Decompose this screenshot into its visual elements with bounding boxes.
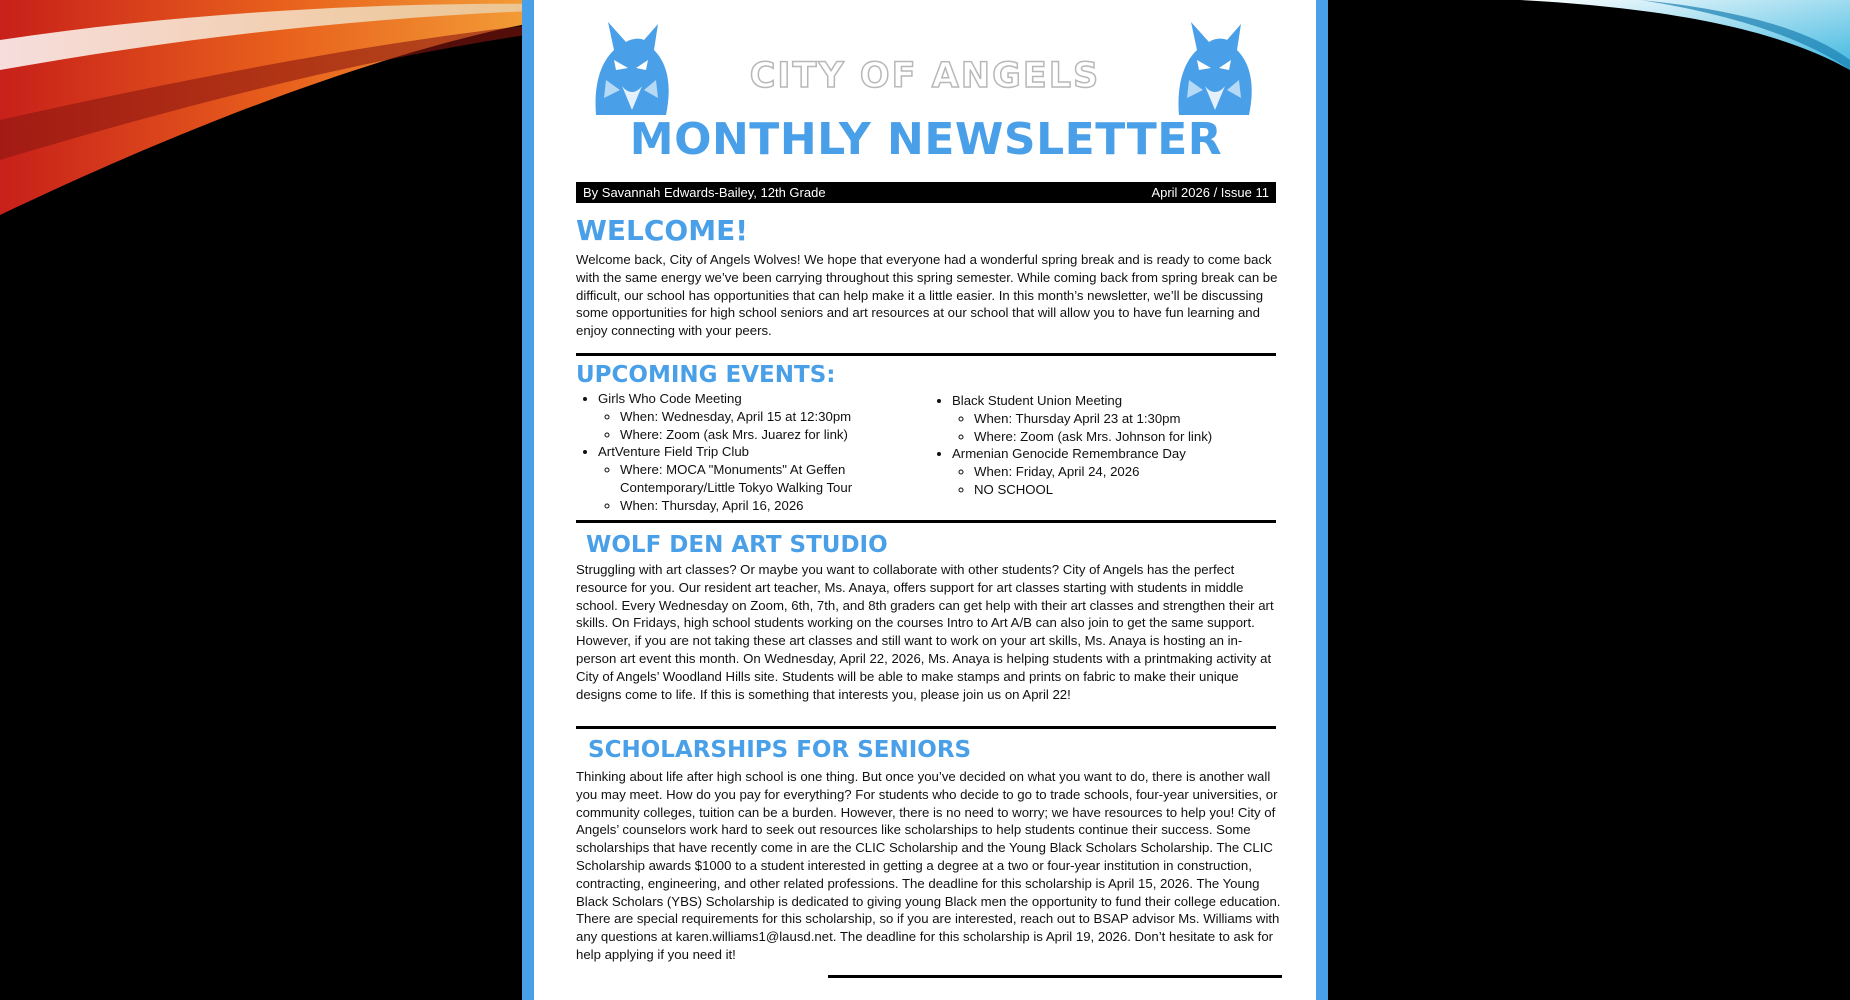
event-detail: ◦ Where: Zoom (ask Mrs. Juarez for link) (620, 426, 911, 444)
event-detail: ◦ NO SCHOOL (974, 481, 1290, 499)
event-detail: ◦ When: Friday, April 24, 2026 (974, 463, 1290, 481)
event-name: Black Student Union Meeting (952, 393, 1123, 408)
section-divider (576, 726, 1276, 729)
event-item (598, 390, 911, 443)
scholarships-body: Thinking about life after high school is one thing. But once you’ve decided on what you want to do, there is another wall you may meet. How do you pay for everything? For students who decide to go to trade schools, four-year universities, or community colleges, tuition can be a burden. However, there is no need to worry; we have resources to help you! City of Angels’ counselors work hard to seek out resources like scholarships to help students continue their success. Some scholarships that have recently come in are the CLIC Scholarship and the Young Black Scholars Scholarship. The CLIC Scholarship awards $1000 to a student interested in getting a degree at a two or four-year institution in construction, contracting, engineering, and other related professions. The deadline for this scholarship is April 15, 2026. The Young Black Scholars (YBS) Scholarship is dedicated to giving young Black men the opportunity to fund their college education. There are special requirements for this scholarship, so if you are interested, reach out to BSAP advisor Ms. Williams with any questions at karen.williams1@lausd.net. The deadline for this scholarship is April 19, 2026. Don’t hesitate to ask for help applying if you need it! (576, 769, 1281, 962)
event-detail: ◦ When: Thursday, April 16, 2026 (620, 497, 911, 515)
newsletter-title: MONTHLY NEWSLETTER (629, 114, 1223, 165)
event-item (952, 445, 1290, 498)
events-column-right (930, 392, 1290, 499)
section-divider (576, 520, 1276, 523)
section-divider (576, 353, 1276, 356)
event-item (598, 443, 911, 514)
byline: By Savannah Edwards-Bailey, 12th Grade (583, 185, 826, 200)
event-detail: ◦ Where: Zoom (ask Mrs. Johnson for link) (974, 428, 1290, 446)
event-name: Girls Who Code Meeting (598, 391, 742, 406)
event-detail: ◦ Where: MOCA "Monuments" At Geffen Contemporary/Little Tokyo Walking Tour (620, 461, 911, 497)
events-column-left (576, 390, 911, 515)
decorative-swoosh-right (1520, 0, 1850, 70)
event-detail: ◦ When: Thursday April 23 at 1:30pm (974, 410, 1290, 428)
event-list (576, 390, 911, 515)
event-name: ArtVenture Field Trip Club (598, 444, 749, 460)
welcome-heading: WELCOME! (576, 214, 748, 247)
art-studio-heading: WOLF DEN ART STUDIO (586, 532, 888, 558)
school-name: CITY OF ANGELS (749, 56, 1101, 96)
event-detail: ◦ When: Wednesday, April 15 at 12:30pm (620, 408, 911, 426)
event-name: Armenian Genocide Remembrance Day (952, 446, 1186, 462)
newsletter-page (534, 0, 1316, 1000)
events-heading: UPCOMING EVENTS: (576, 362, 836, 388)
section-divider (828, 975, 1282, 978)
event-item (952, 392, 1290, 445)
art-studio-body: Struggling with art classes? Or maybe you want to collaborate with other students? City of Angels has the perfect resource for you. Our resident art teacher, Ms. Anaya, offers support for art classes starting with students in middle school. Every Wednesday on Zoom, 6th, 7th, and 8th graders can get help with their art classes and strengthen their art skills. On Fridays, high school students working on the courses Intro to Art A/B can also join to get the same support. However, if you are not taking these art classes and still want to work on your art skills, Ms. Anaya is hosting an in-person art event this month. On Wednesday, April 22, 2026, Ms. Anaya is helping students with a printmaking activity at City of Angels’ Woodland Hills site. Students will be able to make stamps and prints on fabric to make their unique designs come to life. If this is something that interests you, please join us on April 22! (576, 562, 1274, 702)
welcome-body: Welcome back, City of Angels Wolves! We hope that everyone had a wonderful spring break and is ready to come back with the same energy we’ve been carrying throughout this spring semester. While coming back from spring break can be difficult, our school has opportunities that can help make it a little easier. In this month’s newsletter, we’ll be discussing some opportunities for high school seniors and art resources at our school that will allow you to have fun learning and enjoy connecting with your peers. (576, 252, 1278, 339)
scholarships-heading: SCHOLARSHIPS FOR SENIORS (588, 737, 972, 763)
event-list (930, 392, 1290, 499)
issue-label: April 2026 / Issue 11 (1151, 185, 1269, 200)
byline-bar (576, 182, 1276, 203)
decorative-swoosh-left (0, 0, 560, 220)
